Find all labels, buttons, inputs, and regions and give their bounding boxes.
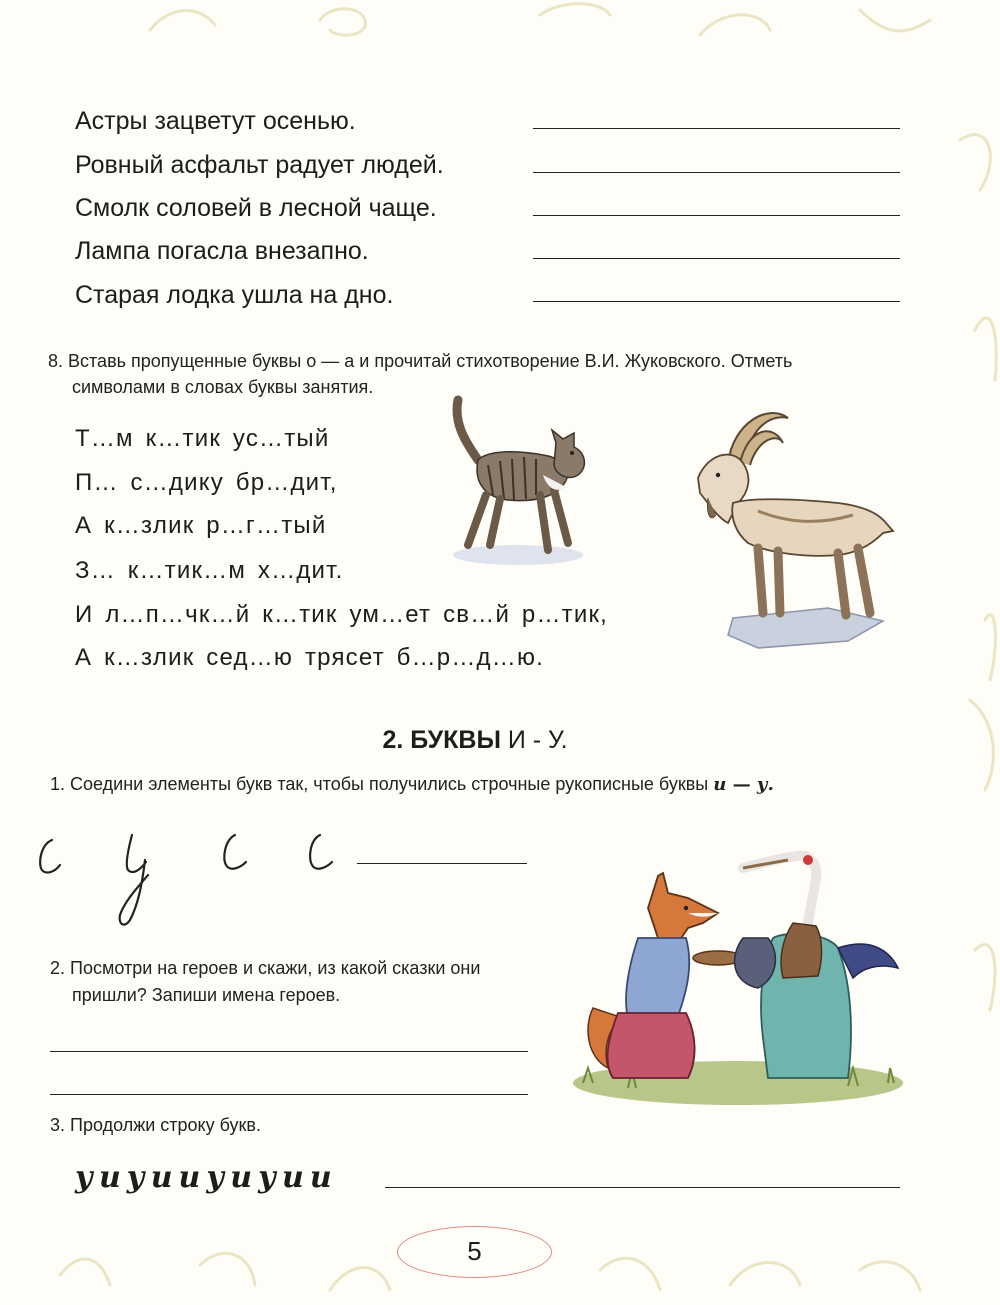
letter-elements [30,820,360,940]
section-title-rest: И - У. [500,726,568,754]
task2-write-line-2[interactable] [50,1094,528,1095]
poem-line-1: Т…м к…тик ус…тый [75,425,330,452]
letter-element-2 [120,835,148,925]
sentence-3: Смолк соловей в лесной чаще. [75,194,437,222]
poem-line-6: А к…злик сед…ю трясет б…р…д…ю. [75,644,545,671]
sentence-4: Лампа погасла внезапно. [75,237,369,265]
page-number: 5 [467,1236,482,1266]
task8-instruction-line1: 8. Вставь пропущенные буквы о — а и прочитай стихотворение В.И. Жуковского. Отметь [48,351,793,371]
task2-instruction-line2: пришли? Запиши имена героев. [72,985,341,1005]
task3-instruction: 3. Продолжи строку букв. [50,1115,261,1135]
cat-illustration [448,395,593,570]
task8-instruction-line2: символами в словах буквы занятия. [72,377,374,397]
fox-and-crane-illustration [568,838,903,1108]
task3-letter-row: уиуииуиуии [75,1160,338,1195]
poem-line-3: А к…злик р…г…тый [75,512,327,539]
task3-write-line[interactable] [385,1187,900,1188]
letter-element-4 [310,835,332,869]
answer-line-2[interactable] [533,172,900,173]
sentence-5: Старая лодка ушла на дно. [75,281,394,309]
task2-write-line-1[interactable] [50,1051,528,1052]
task1-write-line[interactable] [357,863,527,864]
answer-line-1[interactable] [533,128,900,129]
answer-line-3[interactable] [533,215,900,216]
task1-letters: и — у. [713,774,774,795]
section-title-bold: 2. БУКВЫ [382,726,501,754]
sentence-1: Астры зацветут осенью. [75,107,356,135]
letter-element-3 [224,835,246,869]
answer-line-5[interactable] [533,301,900,302]
task1-instruction [50,771,774,798]
task2-instruction-line1: 2. Посмотри на героев и скажи, из какой сказки они [50,958,481,978]
sentence-2: Ровный асфальт радует людей. [75,151,444,179]
answer-line-4[interactable] [533,258,900,259]
poem-line-4: З… к…тик…м х…дит. [75,557,344,584]
poem-line-5: И л…п…чк…й к…тик ум…ет св…й р…тик, [75,601,609,628]
goat-illustration [688,403,898,653]
letter-element-1 [40,840,60,872]
task1-text: 1. Соедини элементы букв так, чтобы получились строчные рукописные буквы [50,774,714,794]
poem-line-2: П… с…дику бр…дит, [75,469,338,496]
section-title [0,726,950,755]
